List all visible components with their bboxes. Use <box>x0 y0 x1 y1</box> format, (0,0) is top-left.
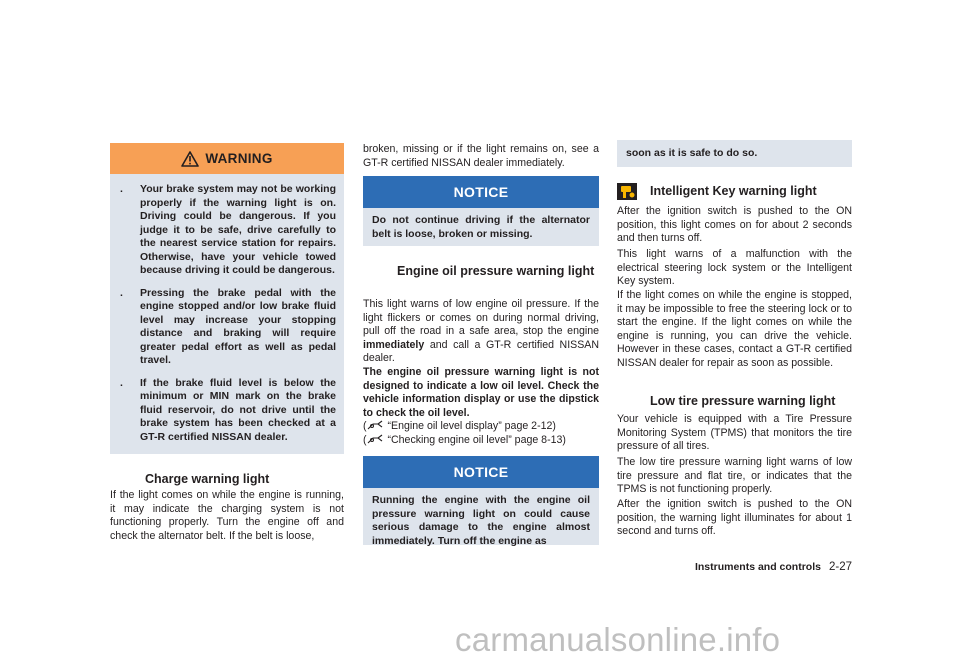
tire-pressure-heading: Low tire pressure warning light <box>650 394 836 408</box>
intelligent-key-heading: Intelligent Key warning light <box>650 184 817 198</box>
warning-item: . Pressing the brake pedal with the engine stopped and/or low brake fluid level may increase your stopping distance and braking will require greater pedal effort as well as pedal travel. <box>120 286 336 366</box>
continued-text: broken, missing or if the light remains on, see a GT-R certified NISSAN dealer immediately. <box>363 143 599 169</box>
page-footer <box>617 561 852 573</box>
notice-continuation <box>617 140 852 167</box>
notice-continuation-text: soon as it is safe to do so. <box>626 147 758 159</box>
footer-section: Instruments and controls <box>694 561 821 573</box>
notice-header: NOTICE <box>363 176 599 208</box>
intelligent-key-text-3: If the light comes on while the engine is stopped, it may be impossible to free the steering lock or to start the engine. If the light comes on while the engine is running, you can drive the vehicle. However in these cases, contact a GT-R certified NISSAN dealer for repair as soon as possible. <box>617 289 852 369</box>
oil-bold-paragraph: The engine oil pressure warning light is not designed to indicate a low oil level. Check the vehicle information display or use the dipstick to check the oil level. <box>363 366 599 419</box>
tire-pressure-text-1: Your vehicle is equipped with a Tire Pressure Monitoring System (TPMS) that monitors the tire pressure of all tires. <box>617 413 852 453</box>
notice-body: Running the engine with the engine oil pressure warning light on could cause serious damage to the engine almost immediately. Turn off the engine as <box>372 494 590 547</box>
reference-link-icon <box>367 420 385 430</box>
intelligent-key-icon <box>617 183 637 200</box>
oil-reference-2: ( “Checking engine oil level” page 8-13) <box>363 434 566 446</box>
notice-body: Do not continue driving if the alternator belt is loose, broken or missing. <box>372 214 590 240</box>
oil-reference-1: ( “Engine oil level display” page 2-12) <box>363 420 556 432</box>
warning-title: WARNING <box>205 151 273 166</box>
page-number: 2-27 <box>828 561 852 573</box>
warning-header <box>110 143 344 174</box>
intelligent-key-text-1: After the ignition switch is pushed to the ON position, this light comes on for about 2 seconds and then turns off. <box>617 205 852 245</box>
warning-item: . Your brake system may not be working properly if the warning light is on. Driving could be dangerous. If you judge it to be safe, drive carefully to the nearest service station for repairs. Otherwise, have your vehicle towed because driving it could be dangerous. <box>120 183 336 276</box>
watermark: carmanualsonline.info <box>455 621 781 658</box>
charge-text: If the light comes on while the engine is running, it may indicate the charging system is not functioning properly. Turn the engine off and check the alternator belt. If the belt is loose, <box>110 489 344 542</box>
notice-box-alternator <box>363 176 599 246</box>
oil-heading: Engine oil pressure warning light <box>397 264 595 278</box>
warning-item: . If the brake fluid level is below the minimum or MIN mark on the brake fluid reservoir, do not drive until the brake system has been checked at a GT-R certified NISSAN dealer. <box>120 376 336 443</box>
oil-text: This light warns of low engine oil pressure. If the light flickers or comes on during normal driving, pull off the road in a safe area, stop the engine immediately and call a GT-R certified NISSAN dealer. <box>363 298 599 365</box>
intelligent-key-text-2: This light warns of a malfunction with the electrical steering lock system or the Intelligent Key system. <box>617 248 852 288</box>
charge-heading: Charge warning light <box>145 472 270 486</box>
notice-header: NOTICE <box>363 456 599 488</box>
notice-box-oil <box>363 456 599 545</box>
tire-pressure-text-2: The low tire pressure warning light warns of low tire pressure and flat tire, or indicates that the TPMS is not functioning properly. <box>617 456 852 496</box>
warning-box <box>110 143 344 454</box>
tire-pressure-text-3: After the ignition switch is pushed to the ON position, the warning light illuminates for about 1 second and turns off. <box>617 498 852 538</box>
reference-link-icon <box>367 434 385 444</box>
warning-triangle-icon <box>181 151 199 167</box>
